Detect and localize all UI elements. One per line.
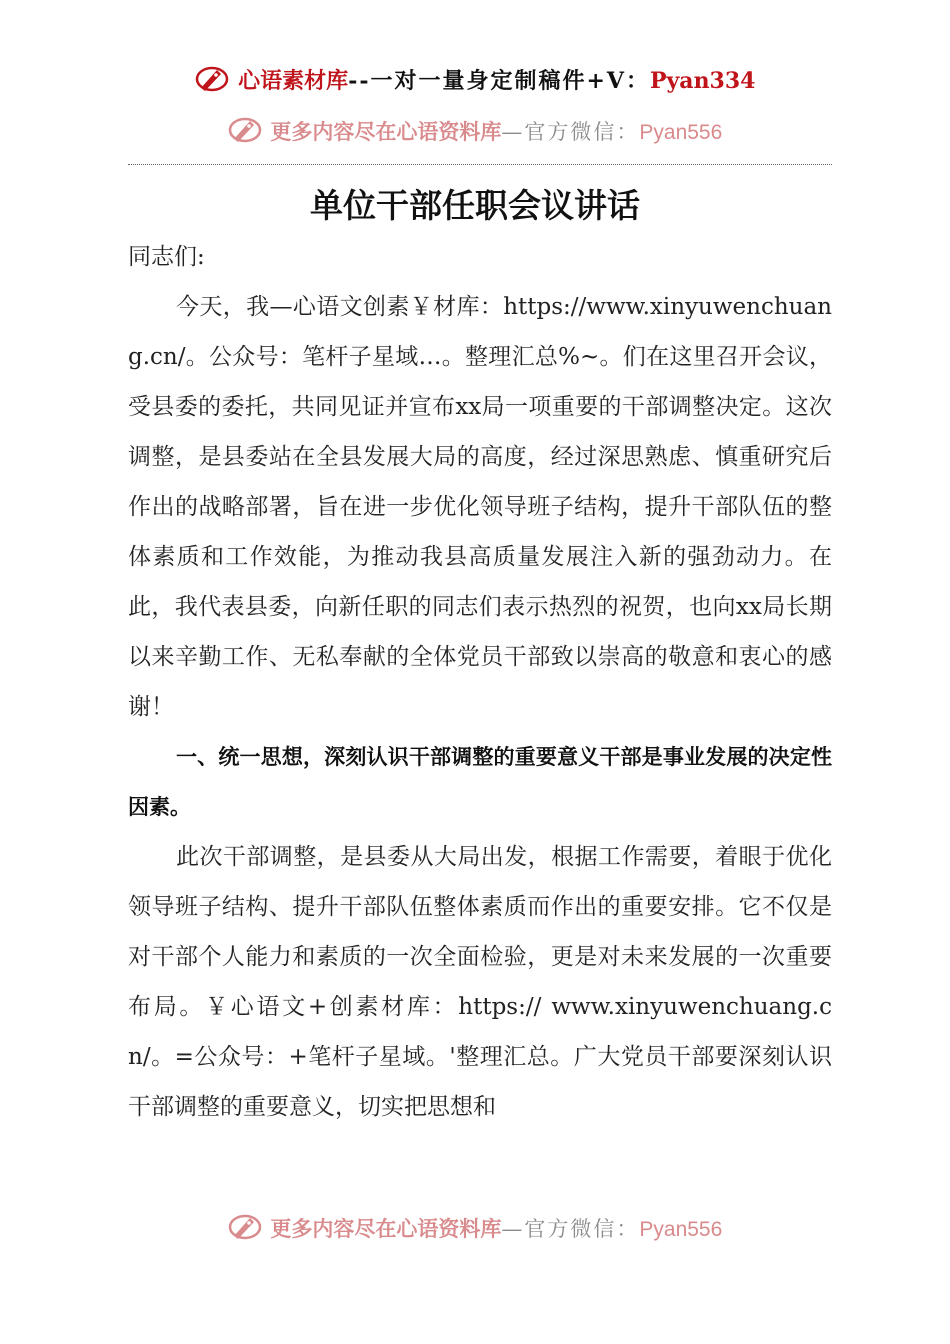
- document-body: [128, 232, 832, 1132]
- footer-dash: —: [501, 1217, 525, 1241]
- pen-nib-logo-icon: [228, 115, 262, 145]
- footer-label: 官方微信：: [524, 1217, 640, 1241]
- header-divider: [128, 164, 832, 165]
- footer-banner: [0, 1212, 950, 1243]
- header-dashes: --: [348, 68, 371, 94]
- document-title: 单位干部任职会议讲话: [310, 186, 640, 225]
- subheader-label: 官方微信：: [524, 120, 640, 144]
- footer-wechat: Pyan556: [639, 1218, 723, 1241]
- subheader-text: 更多内容尽在心语资料库: [270, 119, 502, 144]
- subheader-banner: [0, 115, 950, 146]
- brand-name: 心语素材库: [238, 68, 349, 94]
- section-heading-1: 一、统一思想，深刻认识干部调整的重要意义干部是事业发展的决定性因素。: [128, 744, 832, 819]
- paragraph-2: 此次干部调整，是县委从大局出发，根据工作需要，着眼于优化领导班子结构、提升干部队伍整体素质而作出的重要安排。它不仅是对干部个人能力和素质的一次全面检验，更是对未来发展的一次重要布局。￥心语文+创素材库：https:// www.xinyuwenchuang.cn/。=公众号：+笔杆子星域。'整理汇总。广大党员干部要深刻认识干部调整的重要意义，切实把思想和: [128, 844, 832, 1120]
- header-contact-prefix: +V：: [586, 68, 650, 94]
- subheader-dash: —: [501, 120, 525, 144]
- subheader-wechat: Pyan556: [639, 121, 723, 144]
- pen-nib-logo-icon: [228, 1212, 262, 1242]
- salutation: 同志们:: [128, 244, 205, 270]
- paragraph-1: 今天，我—心语文创素￥材库：https://www.xinyuwenchuang.cn/。公众号：笔杆子星域…。整理汇总%~。们在这里召开会议，受县委的委托，共同见证并宣布xx局一项重要的干部调整决定。这次调整，是县委站在全县发展大局的高度，经过深思熟虑、慎重研究后作出的战略部署，旨在进一步优化领导班子结构，提升干部队伍的整体素质和工作效能，为推动我县高质量发展注入新的强劲动力。在此，我代表县委，向新任职的同志们表示热烈的祝贺，也向xx局长期以来辛勤工作、无私奉献的全体党员干部致以崇高的敬意和衷心的感谢！: [128, 294, 832, 720]
- header-contact-id: Pyan334: [649, 68, 756, 94]
- footer-text: 更多内容尽在心语资料库: [270, 1216, 502, 1241]
- pen-nib-logo-icon: [195, 64, 229, 94]
- header-slogan: 一对一量身定制稿件: [370, 68, 587, 94]
- header-banner: [0, 64, 950, 95]
